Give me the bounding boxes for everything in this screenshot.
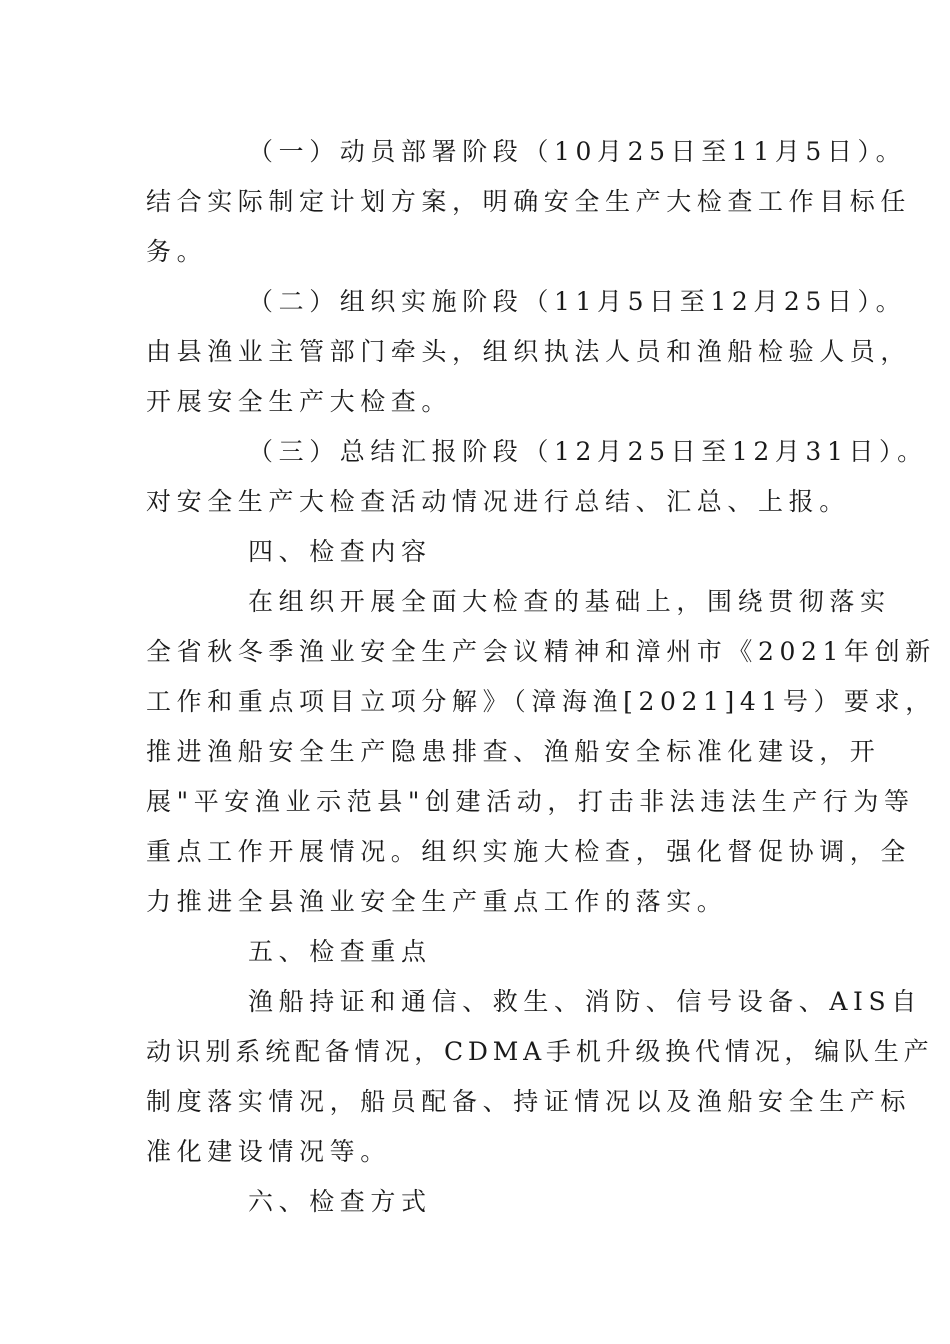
- section-four-paragraph-line: 推进渔船安全生产隐患排查、渔船安全标准化建设，开: [146, 737, 881, 766]
- section-five-paragraph-line: 动识别系统配备情况，CDMA手机升级换代情况，编队生产: [146, 1037, 934, 1066]
- phase-three-heading: （三）总结汇报阶段（12月25日至12月31日）。: [248, 437, 928, 466]
- section-four-paragraph-line: 力推进全县渔业安全生产重点工作的落实。: [146, 887, 728, 916]
- section-four-paragraph-line: 全省秋冬季渔业安全生产会议精神和漳州市《2021年创新: [146, 637, 936, 666]
- section-four-paragraph-line: 重点工作开展情况。组织实施大检查，强化督促协调，全: [146, 837, 912, 866]
- section-four-paragraph-line: 展"平安渔业示范县"创建活动，打击非法违法生产行为等: [146, 787, 915, 816]
- section-five-heading: 五、检查重点: [248, 937, 432, 966]
- phase-two-text-end: 开展安全生产大检查。: [146, 387, 453, 416]
- phase-one-heading: （一）动员部署阶段（10月25日至11月5日）。: [248, 137, 907, 166]
- section-four-heading: 四、检查内容: [248, 537, 432, 566]
- section-six-heading: 六、检查方式: [248, 1187, 432, 1216]
- phase-three-text: 对安全生产大检查活动情况进行总结、汇总、上报。: [146, 487, 850, 516]
- phase-two-heading: （二）组织实施阶段（11月5日至12月25日）。: [248, 287, 907, 316]
- section-five-paragraph-line: 渔船持证和通信、救生、消防、信号设备、AIS自: [248, 987, 922, 1016]
- section-five-paragraph-line: 制度落实情况，船员配备、持证情况以及渔船安全生产标: [146, 1087, 912, 1116]
- phase-one-text: 结合实际制定计划方案，明确安全生产大检查工作目标任: [146, 187, 912, 216]
- phase-one-text-end: 务。: [146, 237, 208, 266]
- section-four-paragraph-line: 在组织开展全面大检查的基础上，围绕贯彻落实: [248, 587, 891, 616]
- section-five-paragraph-line: 准化建设情况等。: [146, 1137, 391, 1166]
- section-four-paragraph-line: 工作和重点项目立项分解》（漳海渔[2021]41号）要求，: [146, 687, 936, 716]
- phase-two-text: 由县渔业主管部门牵头，组织执法人员和渔船检验人员，: [146, 337, 912, 366]
